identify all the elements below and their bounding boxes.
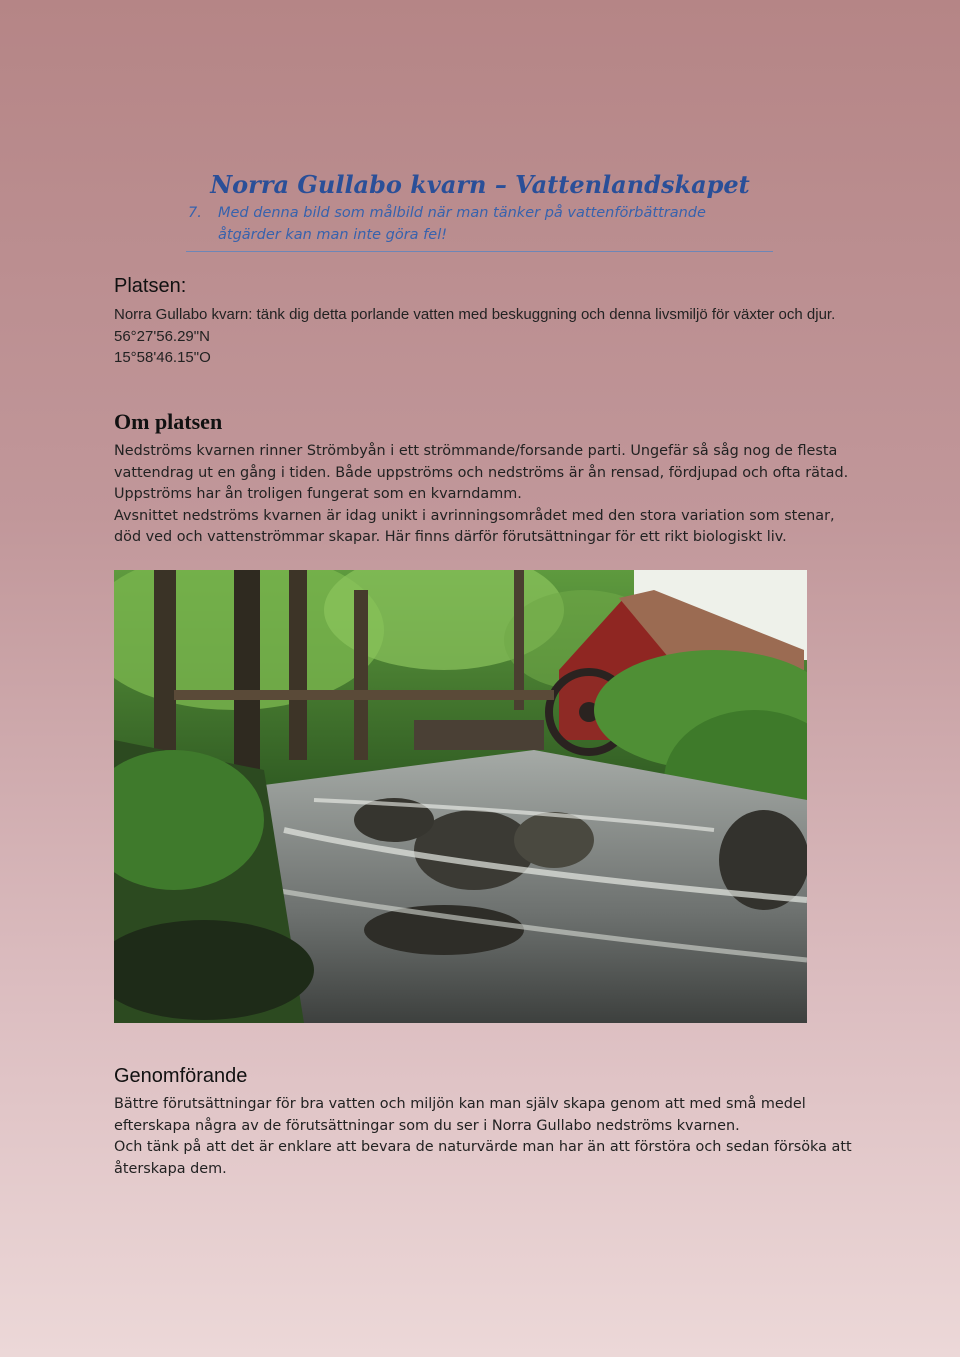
genomforande-section	[114, 1094, 854, 1180]
subtitle-number: 7.	[188, 205, 202, 221]
om-platsen-paragraph-1: Nedströms kvarnen rinner Strömbyån i ett strömmande/forsande parti. Ungefär så såg nog de flesta vattendrag ut en gång i tiden. Både uppströms och nedströms är ån rensad, fördjupad och ofta rätad. Uppströms har ån troligen fungerat som en kvarndamm.	[114, 443, 849, 503]
genomforande-paragraph-1: Bättre förutsättningar för bra vatten och miljön kan man själv skapa genom att med små medel efterskapa några av de förutsättningar som du ser i Norra Gullabo nedströms kvarnen.	[114, 1096, 806, 1134]
page-title: Norra Gullabo kvarn – Vattenlandskapet	[210, 170, 750, 200]
genomforande-paragraph-2: Och tänk på att det är enklare att bevara de naturvärde man har än att förstöra och sedan försöka att återskapa dem.	[114, 1139, 852, 1177]
genomforande-heading: Genomförande	[114, 1065, 248, 1087]
om-platsen-heading: Om platsen	[114, 409, 223, 434]
platsen-description: Norra Gullabo kvarn: tänk dig detta porlande vatten med beskuggning och denna livsmiljö för växter och djur.	[114, 306, 836, 323]
om-platsen-paragraph-2: Avsnittet nedströms kvarnen är idag unikt i avrinningsområdet med den stora variation som stenar, död ved och vattenströmmar skapar. Här finns därför förutsättningar för ett rikt biologiskt liv.	[114, 507, 835, 546]
subtitle-text: Med denna bild som målbild när man tänker på vattenförbättrande åtgärder kan man inte göra fel!	[218, 205, 706, 243]
longitude: 15°58'46.15"O	[114, 349, 211, 366]
title-divider	[186, 251, 773, 252]
platsen-section	[114, 304, 854, 369]
latitude: 56°27'56.29"N	[114, 327, 210, 345]
watermill-photo	[114, 570, 807, 1023]
platsen-heading: Platsen:	[114, 275, 187, 297]
subtitle	[188, 202, 773, 246]
om-platsen-section	[114, 441, 854, 549]
